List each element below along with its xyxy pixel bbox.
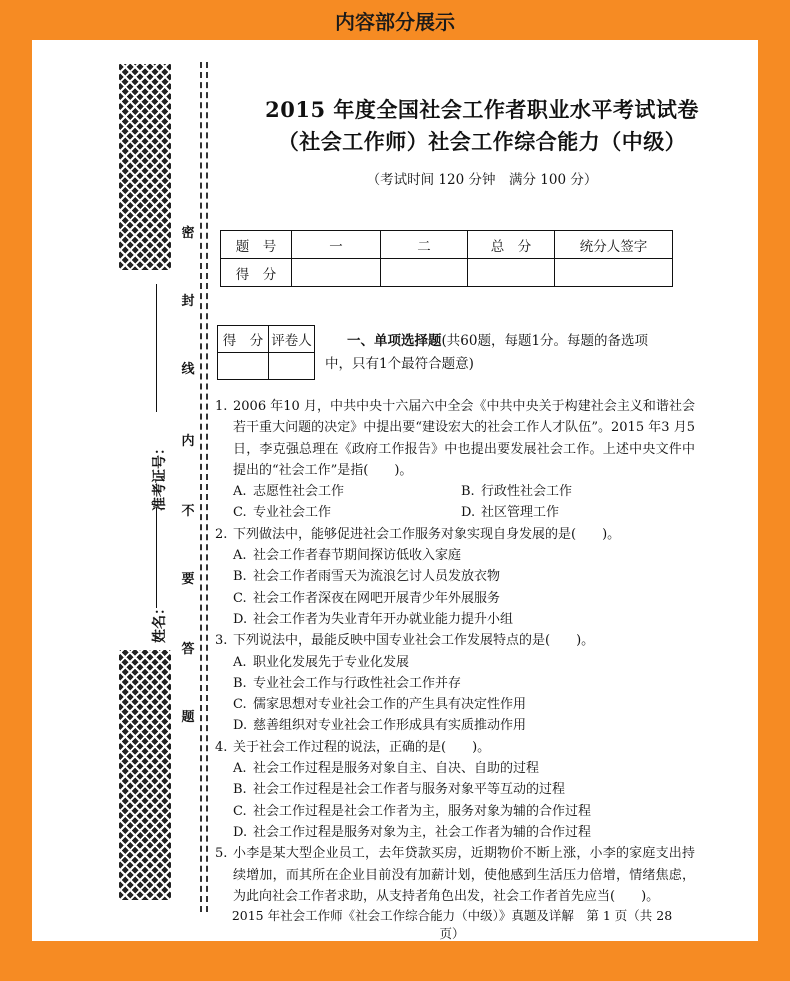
option xyxy=(233,609,695,630)
option-letter: B. xyxy=(233,675,247,691)
section-description: (共60题，每题1分。每题的备选项中，只有1个最符合题意) xyxy=(325,333,649,372)
question-stem: 下列做法中，能够促进社会工作服务对象实现自身发展的是( )。 xyxy=(233,526,621,542)
option xyxy=(233,715,695,736)
option-text: 专业社会工作与行政性社会工作并存 xyxy=(253,675,462,691)
table-row xyxy=(218,326,315,353)
question-number: 5. xyxy=(215,846,228,862)
exam-id-label: 准考证号： xyxy=(152,441,168,511)
dashed-cut-line-left xyxy=(200,62,202,912)
table-row xyxy=(221,259,673,287)
option xyxy=(233,694,695,715)
option-text: 行政性社会工作 xyxy=(481,484,573,500)
option-letter: A. xyxy=(233,548,247,564)
question-number: 1. xyxy=(215,399,228,414)
option-letter: B. xyxy=(233,782,247,798)
seal-char: 密 xyxy=(181,226,195,241)
option xyxy=(461,502,695,523)
option xyxy=(233,652,695,673)
option-text: 专业社会工作 xyxy=(253,505,332,521)
table-cell: 评卷人 xyxy=(269,326,315,353)
table-cell: 统分人签字 xyxy=(555,231,673,259)
question-number: 3. xyxy=(215,633,228,649)
option-letter: B. xyxy=(233,569,247,585)
option-text: 职业化发展先于专业化发展 xyxy=(253,654,410,670)
option xyxy=(233,588,695,609)
option xyxy=(233,502,461,523)
option-letter: C. xyxy=(233,505,247,521)
option-letter: C. xyxy=(233,697,247,713)
option-text: 社会工作者为失业青年开办就业能力提升小组 xyxy=(253,611,514,627)
exam-info: （考试时间 120 分钟 满分 100 分） xyxy=(366,172,598,188)
option-letter: A. xyxy=(233,484,247,500)
question xyxy=(215,630,695,736)
option-text: 社会工作者雨雪天为流浪乞讨人员发放衣物 xyxy=(253,569,501,585)
section-title: 一、单项选择题 xyxy=(347,333,442,349)
table-cell: 总 分 xyxy=(468,231,555,259)
option xyxy=(233,822,695,843)
score-input-cell xyxy=(381,259,468,287)
option-letter: A. xyxy=(233,761,247,777)
table-row xyxy=(218,353,315,380)
table-cell: 题 号 xyxy=(221,231,292,259)
section-header xyxy=(325,330,675,376)
option-text: 志愿性社会工作 xyxy=(253,484,345,500)
question-number: 2. xyxy=(215,526,228,542)
option xyxy=(233,545,695,566)
question-stem: 关于社会工作过程的说法，正确的是( )。 xyxy=(233,739,491,755)
option-text: 社会工作过程是服务对象为主，社会工作者为辅的合作过程 xyxy=(253,824,592,840)
table-cell: 一 xyxy=(292,231,381,259)
score-input-cell xyxy=(468,259,555,287)
question-stem: 小李是某大型企业员工，去年贷款买房，近期物价不断上涨，小李的家庭支出持续增加，而其所在企业目前没有加薪计划，使他感到生活压力倍增，情绪焦虑，为此向社会工作者求助，从支持者角色出发，社会工作者首先应当( )。 xyxy=(233,846,695,904)
seal-char: 封 xyxy=(181,294,195,309)
binding-hatch-bottom xyxy=(119,650,171,900)
option-letter: D. xyxy=(233,824,248,840)
option xyxy=(233,673,695,694)
table-cell: 得 分 xyxy=(221,259,292,287)
option-text: 慈善组织对专业社会工作形成具有实质推动作用 xyxy=(253,718,527,734)
option-letter: D. xyxy=(461,505,476,521)
option-letter: C. xyxy=(233,590,247,606)
score-input-cell xyxy=(218,353,269,380)
table-row xyxy=(221,231,673,259)
option-letter: B. xyxy=(461,484,475,500)
option-text: 社会工作者深夜在网吧开展青少年外展服务 xyxy=(253,590,501,606)
question-list xyxy=(215,396,695,907)
score-table xyxy=(220,230,673,287)
option-text: 社会工作过程是社会工作者为主，服务对象为辅的合作过程 xyxy=(253,803,592,819)
seal-char: 线 xyxy=(181,362,195,377)
exam-id-underline xyxy=(156,284,157,412)
option xyxy=(233,801,695,822)
name-label: 姓名： xyxy=(152,601,168,643)
table-cell: 得 分 xyxy=(218,326,269,353)
exam-paper xyxy=(32,40,758,941)
option xyxy=(233,758,695,779)
question xyxy=(215,524,695,630)
question xyxy=(215,737,695,843)
option-text: 社会工作过程是社会工作者与服务对象平等互动的过程 xyxy=(253,782,566,798)
seal-char: 题 xyxy=(181,710,195,725)
option xyxy=(461,481,695,502)
dashed-cut-line-right xyxy=(206,62,208,912)
option-letter: A. xyxy=(233,654,247,670)
option xyxy=(233,481,461,502)
question-stem: 2006 年10 月，中共中央十六届六中全会《中共中央关于构建社会主义和谐社会若干重大问题的决定》中提出要“建设宏大的社会工作人才队伍”。2015 年3 月5 日，李克强总理在《政府工作报告》中也提出要发展社会工作。上述中央文件中提出的“社会工作”是指( )。 xyxy=(233,399,695,478)
seal-char: 要 xyxy=(181,572,195,587)
exam-title-line1: 2015 年度全国社会工作者职业水平考试试卷 xyxy=(265,97,699,122)
question-number: 4. xyxy=(215,739,228,755)
option-text: 社区管理工作 xyxy=(481,505,560,521)
question-stem: 下列说法中，最能反映中国专业社会工作发展特点的是( )。 xyxy=(233,633,595,649)
option-text: 社会工作者春节期间探访低收入家庭 xyxy=(253,548,462,564)
option-letter: D. xyxy=(233,611,248,627)
question xyxy=(215,396,695,524)
grader-table xyxy=(217,325,315,380)
page-footer: 2015 年社会工作师《社会工作综合能力（中级）》真题及详解 第 1 页（共 28 页） xyxy=(231,908,673,941)
exam-title-line2: （社会工作师）社会工作综合能力（中级） xyxy=(277,129,687,154)
banner-title: 内容部分展示 xyxy=(335,9,455,34)
seal-char: 不 xyxy=(181,504,195,519)
option-text: 社会工作过程是服务对象自主、自决、自助的过程 xyxy=(253,761,540,777)
seal-char: 答 xyxy=(181,642,195,657)
binding-hatch-top xyxy=(119,64,171,270)
option-letter: C. xyxy=(233,803,247,819)
option-letter: D. xyxy=(233,718,248,734)
option-text: 儒家思想对专业社会工作的产生具有决定性作用 xyxy=(253,697,527,713)
score-input-cell xyxy=(555,259,673,287)
question xyxy=(215,843,695,907)
score-input-cell xyxy=(269,353,315,380)
option xyxy=(233,779,695,800)
score-input-cell xyxy=(292,259,381,287)
option xyxy=(233,566,695,587)
seal-char: 内 xyxy=(181,434,195,449)
table-cell: 二 xyxy=(381,231,468,259)
